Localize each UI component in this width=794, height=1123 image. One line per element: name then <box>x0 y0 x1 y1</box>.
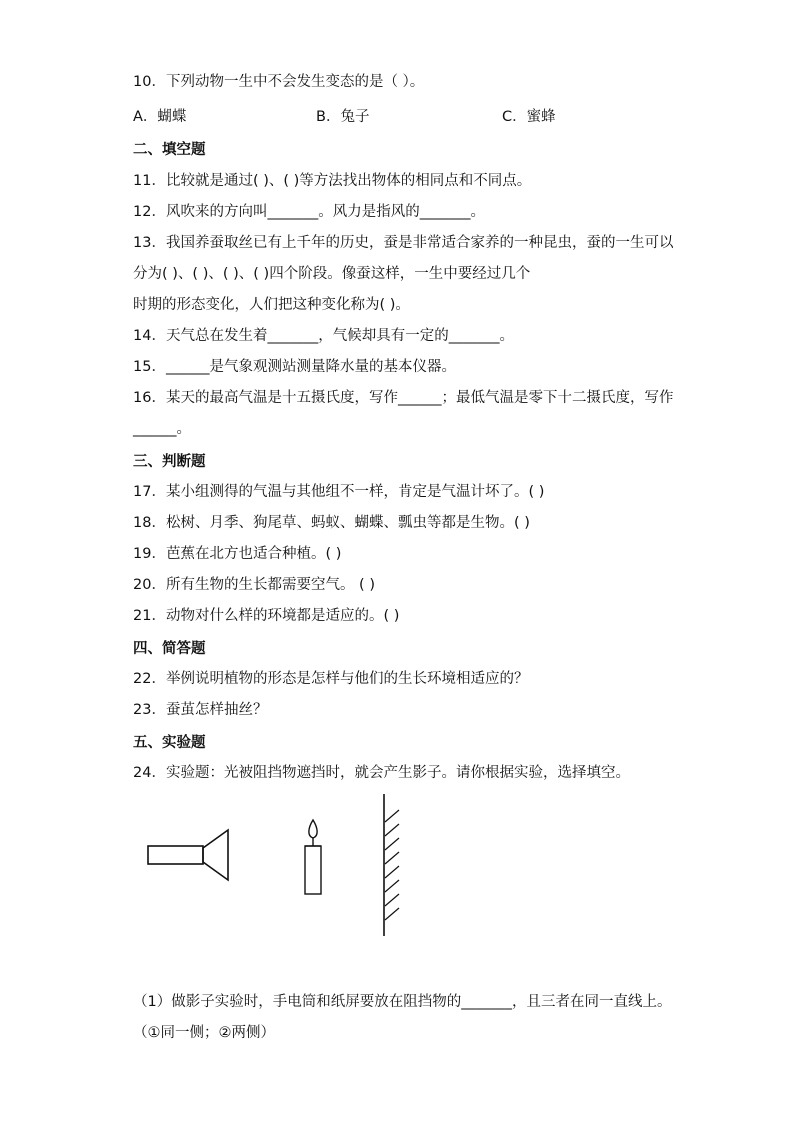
section-fill-in: 二、填空题 <box>133 142 206 158</box>
question-15: 15．______是气象观测站测量降水量的基本仪器。 <box>133 359 456 375</box>
option-a: A．蝴蝶 <box>133 109 187 125</box>
question-13-line2: 分为( )、( )、( )、( )四个阶段。像蚕这样，一生中要经过几个 <box>133 266 531 282</box>
question-19: 19．芭蕉在北方也适合种植。( ) <box>133 546 342 562</box>
question-10: 10．下列动物一生中不会发生变态的是（ ）。 <box>133 74 425 90</box>
option-c: C．蜜蜂 <box>502 109 556 125</box>
paper-screen-icon <box>384 794 399 936</box>
question-17: 17．某小组测得的气温与其他组不一样，肯定是气温计坏了。( ) <box>133 484 545 500</box>
question-22: 22．举例说明植物的形态是怎样与他们的生长环境相适应的？ <box>133 671 529 687</box>
candle-icon <box>305 820 321 894</box>
question-13-line1: 13．我国养蚕取丝已有上千年的历史，蚕是非常适合家养的一种昆虫，蚕的一生可以 <box>133 235 674 251</box>
question-24-sub1-options: （①同一侧；②两侧） <box>133 1025 275 1041</box>
question-13-line3: 时期的形态变化，人们把这种变化称为( )。 <box>133 297 410 313</box>
option-b: B．兔子 <box>316 109 370 125</box>
question-12: 12．风吹来的方向叫_______。风力是指风的_______。 <box>133 204 485 220</box>
question-11: 11．比较就是通过( )、( )等方法找出物体的相同点和不同点。 <box>133 173 532 189</box>
section-true-false: 三、判断题 <box>133 454 206 470</box>
question-24-sub1: （1）做影子实验时，手电筒和纸屏要放在阻挡物的_______，且三者在同一直线上。 <box>133 994 672 1010</box>
flashlight-icon <box>148 830 228 880</box>
section-experiment: 五、实验题 <box>133 735 206 751</box>
question-20: 20．所有生物的生长都需要空气。 ( ) <box>133 577 375 593</box>
question-14: 14．天气总在发生着_______，气候却具有一定的_______。 <box>133 328 514 344</box>
question-24: 24．实验题：光被阻挡物遮挡时，就会产生影子。请你根据实验，选择填空。 <box>133 765 630 781</box>
shadow-experiment-figure <box>140 790 440 940</box>
question-23: 23．蚕茧怎样抽丝？ <box>133 702 268 718</box>
question-16-line2: ______。 <box>133 421 191 437</box>
section-short-answer: 四、简答题 <box>133 641 206 657</box>
question-16-line1: 16．某天的最高气温是十五摄氏度，写作______；最低气温是零下十二摄氏度，写作 <box>133 390 674 406</box>
question-18: 18．松树、月季、狗尾草、蚂蚁、蝴蝶、瓢虫等都是生物。( ) <box>133 515 530 531</box>
question-21: 21．动物对什么样的环境都是适应的。( ) <box>133 608 400 624</box>
